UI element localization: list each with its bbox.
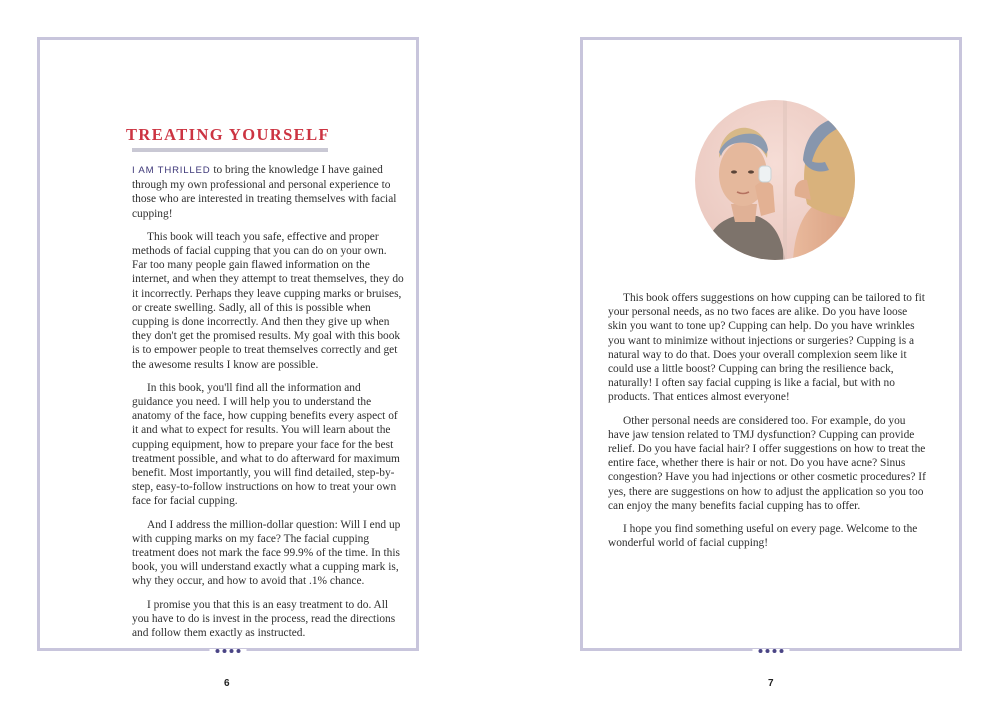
- body-paragraph: This book will teach you safe, effective and proper methods of facial cupping that you can do on your own. Far too many people gain flawed information on the internet, and when they attempt to treat themselves, they do it incorrectly. Perhaps they leave cupping marks or bruises, or create swelling. Sadly, all of this is possible when cupping is done incorrectly. And then they give up when they don't get the promised results. My goal with this book is to empower people to treat themselves correctly and get the awesome results I know are possible.: [132, 230, 404, 371]
- ornament-dot: [780, 649, 784, 653]
- ornament-dot: [237, 649, 241, 653]
- woman-cupping-photo: [695, 100, 855, 260]
- right-page: [580, 37, 962, 651]
- ornament-dot: [766, 649, 770, 653]
- page-ornament: [210, 649, 247, 653]
- lead-in-caps: I AM THRILLED: [132, 165, 211, 176]
- ornament-dot: [759, 649, 763, 653]
- body-paragraph: In this book, you'll find all the information and guidance you need. I will help you to understand the anatomy of the face, how cupping benefits every aspect of it and what to expect for results. You will learn about the cupping equipment, how to prepare your face for the best treatment possible, and what to do afterward for maximum benefit. Most importantly, you will find detailed, step-by-step, easy-to-follow instructions on how to treat your own face for facial cupping.: [132, 381, 400, 508]
- body-paragraph: This book offers suggestions on how cupping can be tailored to fit your personal needs, as no two faces are alike. Do you have loose skin you want to tone up? Cupping can help. Do you have wrinkles you want to minimize without injections or surgeries? Cupping is a natural way to do that. Does your overall complexion seem like it could use a little boost? Cupping can bring the resilience back, naturally! I often say facial cupping is like a facial, but with no products. That entices almost everyone!: [608, 292, 925, 404]
- page-ornament: [753, 649, 790, 653]
- ornament-dot: [773, 649, 777, 653]
- intro-paragraph: [132, 163, 404, 221]
- chapter-title: TREATING YOURSELF: [126, 125, 330, 144]
- ornament-dot: [230, 649, 234, 653]
- ornament-dot: [216, 649, 220, 653]
- right-page-body: [608, 291, 926, 559]
- left-page: [37, 37, 419, 651]
- body-paragraph: Other personal needs are considered too. For example, do you have jaw tension related to TMJ dysfunction? Cupping can provide relief. Do you have facial hair? I offer suggestions on how to treat the entire face, whether there is hair or not. Do you have acne? Sinus congestion? Have you had injections or other cosmetic procedures? If yes, there are suggestions on how to adjust the application so you too can enjoy the many benefits facial cupping has to offer.: [608, 414, 926, 512]
- ornament-dot: [223, 649, 227, 653]
- title-underline: [132, 148, 328, 152]
- page-number-right: 7: [768, 678, 774, 689]
- body-paragraph: I hope you find something useful on every page. Welcome to the wonderful world of facial cupping!: [608, 523, 918, 550]
- body-paragraph: I promise you that this is an easy treatment to do. All you have to do is invest in the process, read the directions and follow them exactly as instructed.: [132, 598, 396, 640]
- body-paragraph: And I address the million-dollar question: Will I end up with cupping marks on my face? The facial cupping treatment does not mark the face 99.9% of the time. In this book, you will understand exactly what a cupping mark is, why they occur, and how to avoid that .1% chance.: [132, 518, 401, 588]
- left-page-body: [132, 163, 404, 649]
- lead-in-text: to bring the knowledge I have gained through my own professional and personal experience to those who are interested in treating themselves with facial cupping!: [132, 164, 397, 220]
- page-number-left: 6: [224, 678, 230, 689]
